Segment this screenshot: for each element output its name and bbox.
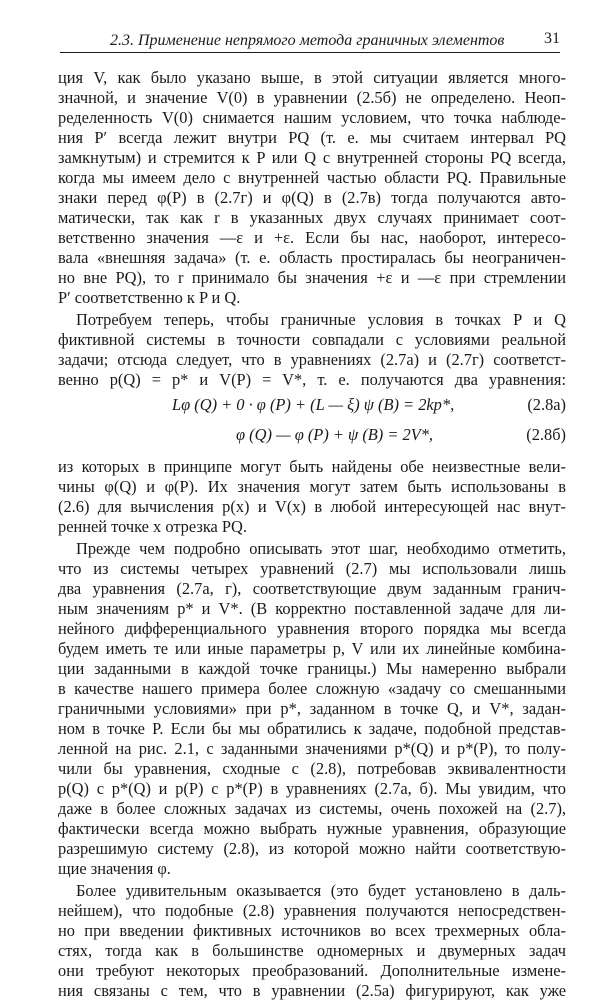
text-line: (2.6) для вычисления p(x) и V(x) в любой интересующей нас внут- bbox=[58, 497, 566, 516]
text-line: чили бы уравнения, сходные с (2.8), потребовав эквивалентности bbox=[58, 759, 566, 778]
text-line: будем иметь те или иные параметры p, V или их линейные комбина- bbox=[58, 639, 566, 658]
text-line: ции заданными в каждой точке границы.) Мы намеренно выбрали bbox=[58, 659, 566, 678]
text-line: фактически всегда можно выбрать нужные уравнения, образующие bbox=[58, 819, 566, 838]
text-line: нейшем), что подобные (2.8) уравнения получаются непосредствен- bbox=[58, 901, 566, 920]
text-line: ным значениям p* и V*. (В корректно поставленной задаче для ли- bbox=[58, 599, 566, 618]
text-line: p(Q) с p*(Q) и p(P) с p*(P) в уравнениях (2.7а, б). Мы увидим, что bbox=[58, 779, 566, 798]
text-line: Потребуем теперь, чтобы граничные условия в точках P и Q bbox=[76, 310, 566, 329]
text-line: чины φ(Q) и φ(P). Их значения могут затем быть использованы в bbox=[58, 477, 566, 496]
text-line: матически, так как r в указанных двух случаях принимает соот- bbox=[58, 208, 566, 227]
text-line: они требуют некоторых преобразований. Дополнительные измене- bbox=[58, 961, 566, 980]
equation-number: (2.8б) bbox=[526, 425, 566, 444]
text-line: даже в более сложных задачах из системы, очень похожей на (2.7), bbox=[58, 799, 566, 818]
text-line: значной, и значение V(0) в уравнении (2.5б) не определено. Неоп- bbox=[58, 88, 566, 107]
text-line: но при введении фиктивных источников во всех трехмерных обла- bbox=[58, 921, 566, 940]
text-line: P′ соответственно к P и Q. bbox=[58, 288, 241, 307]
text-line: вала «внешняя задача» (т. е. область простиралась бы неограничен- bbox=[58, 248, 566, 267]
text-line: стях, тогда как в большинстве одномерных и двумерных задач bbox=[58, 941, 566, 960]
text-line: два уравнения (2.7а, г), соответствующие двум заданным гранич- bbox=[58, 579, 566, 598]
text-line: ветственно значения —ε и +ε. Если бы нас, наоборот, интересо- bbox=[58, 228, 566, 247]
text-line: из которых в принципе могут быть найдены обе неизвестные вели- bbox=[58, 457, 566, 476]
text-line: ном в точке P. Если бы мы обратились к задаче, подобной представ- bbox=[58, 719, 566, 738]
text-line: фиктивной системы в точности совпадали с условиями реальной bbox=[58, 330, 566, 349]
text-line: ленной на рис. 2.1, с заданными значениями p*(Q) и p*(P), то полу- bbox=[58, 739, 566, 758]
page-number: 31 bbox=[544, 30, 560, 47]
text-line: разрешимую систему (2.8), из которой можно найти соответствую- bbox=[58, 839, 566, 858]
text-line: что из системы четырех уравнений (2.7) мы использовали лишь bbox=[58, 559, 566, 578]
text-line: ция V, как было указано выше, в этой ситуации является много- bbox=[58, 68, 566, 87]
text-line: ния связаны с тем, что в уравнении (2.5а) фигурируют, как уже bbox=[58, 981, 566, 1000]
equation-2-8a: Lφ (Q) + 0 · φ (P) + (L — ξ) ψ (B) = 2kp*, bbox=[172, 395, 455, 414]
section-title: 2.3. Применение непрямого метода граничных элементов bbox=[110, 32, 505, 49]
text-line: Прежде чем подробно описывать этот шаг, необходимо отметить, bbox=[76, 539, 566, 558]
text-line: ренней точке x отрезка PQ. bbox=[58, 517, 247, 536]
text-line: знаки перед φ(P) в (2.7г) и φ(Q) в (2.7в) тогда получаются авто- bbox=[58, 188, 566, 207]
text-line: граничными условиями» при p*, заданном в точке Q, и V*, задан- bbox=[58, 699, 566, 718]
text-line: ния P′ всегда лежит внутри PQ (т. е. мы считаем интервал PQ bbox=[58, 128, 566, 147]
text-line: венно p(Q) = p* и V(P) = V*, т. е. получаются два уравнения: bbox=[58, 370, 566, 389]
text-line: задачи; отсюда следует, что в уравнениях (2.7а) и (2.7г) соответст- bbox=[58, 350, 566, 369]
text-line: ределенность V(0) снимается нашим условием, что точка наблюде- bbox=[58, 108, 566, 127]
text-line: замкнутым) и стремится к P или Q с внутренней стороны PQ всегда, bbox=[58, 148, 566, 167]
running-header bbox=[60, 30, 560, 53]
text-line: нейного дифференциального уравнения второго порядка мы всегда bbox=[58, 619, 566, 638]
text-line: но вне PQ), то r принимало бы значения +ε и —ε при стремлении bbox=[58, 268, 566, 287]
equation-2-8b: φ (Q) — φ (P) + ψ (B) = 2V*, bbox=[236, 425, 433, 444]
text-line: щие значения φ. bbox=[58, 859, 171, 878]
equation-number: (2.8а) bbox=[527, 395, 566, 414]
text-line: в качестве нашего примера более сложную «задачу со смешанными bbox=[58, 679, 566, 698]
text-line: когда мы имеем дело с внутренней частью области PQ. Правильные bbox=[58, 168, 566, 187]
text-line: Более удивительным оказывается (это будет установлено в даль- bbox=[76, 881, 566, 900]
